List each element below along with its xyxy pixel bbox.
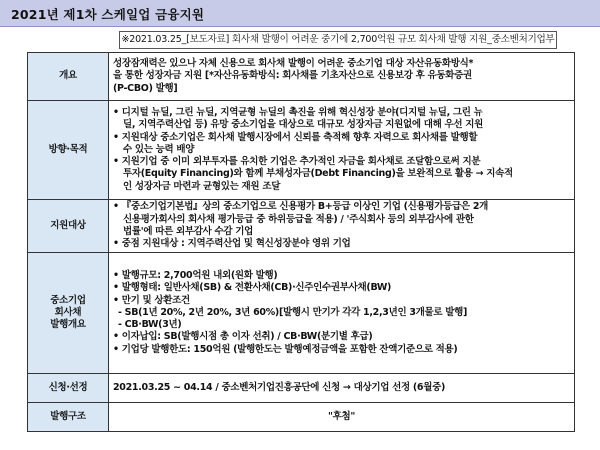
issue-line: • 발행규모: 2,700억원 내외(원화 발행) [113,269,278,281]
table-row-apply [28,374,575,403]
content-apply: 2021.03.25 ~ 04.14 / 중소벤처기업진흥공단에 신청 → 대상기업 선정 (6월중) [109,374,575,403]
overview-line: 을 통한 성장자금 지원 [*자산유동화방식: 회사채를 기초자산으로 신용보강 후 유동화증권 [113,70,472,82]
label-purpose: 방향·목적 [28,101,109,200]
issue-line: • 이자납입: SB(발행시점 총 이자 선취) / CB·BW(분기별 후급) [113,331,373,343]
label-target: 지원대상 [28,200,109,253]
label-overview: 개요 [28,53,109,101]
issue-line: • 기업당 발행한도: 150억원 (발행한도는 발행예정금액을 포함한 잔액기준으로 적용) [113,343,458,355]
overview-line: (P-CBO) 발행] [113,82,178,94]
issue-label-line: 회사채 [54,306,82,318]
target-line: 신용평가회사의 회사채 평가등급 중 하위등급을 적용) / '주식회사 등의 외부감사에 관한 [123,213,474,225]
table-row-structure [28,403,575,432]
issue-line: - SB(1년 20%, 2년 20%, 3년 60%)[발행시 만기가 각각 1,2,3년인 3개물로 발행] [118,306,468,318]
label-issue [28,253,109,374]
content-target [109,200,575,253]
purpose-line: • 지원대상 중소기업은 회사채 발행시장에서 신뢰를 축적해 향후 자력으로 회사채를 발행할 [113,131,478,143]
title-bar [0,0,600,27]
document-title: 2021년 제1차 스케일업 금융지원 [11,7,205,22]
purpose-line: 인 성장자금 마련과 균형있는 재원 조달 [123,180,281,192]
table-row-issue [28,253,575,374]
issue-label-text [32,295,104,332]
purpose-line: • 디지털 뉴딜, 그린 뉴딜, 지역균형 뉴딜의 촉진을 위해 혁신성장 분야(디지털 뉴딜, 그린 뉴 [113,106,483,118]
table-row-overview [28,53,575,101]
issue-label-line: 발행개요 [50,319,86,331]
issue-line: • 발행형태: 일반사채(SB) & 전환사채(CB)·신주인수권부사채(BW) [113,282,392,294]
purpose-line: 투자(Equity Financing)와 함께 부채성자금(Debt Financing)을 보완적으로 활용 → 지속적 [123,168,513,180]
info-table [27,52,575,432]
content-issue [109,253,575,374]
target-line: • 중점 지원대상 : 지역주력산업 및 혁신성장분야 영위 기업 [113,238,351,250]
table-row-target [28,200,575,253]
overview-line: 성장잠재력은 있으나 자체 신용으로 회사채 발행이 어려운 중소기업 대상 자산유동화방식* [113,58,474,70]
label-apply: 신청·선정 [28,374,109,403]
target-line: • 『중소기업기본법』상의 중소기업으로 신용평가 B+등급 이상인 기업 (신용평가등급은 2개 [113,201,489,213]
content-overview [109,53,575,101]
source-note: ※2021.03.25_[보도자료] 회사채 발행이 어려운 중기에 2,700억원 규모 회사채 발행 지원_중소벤처기업부 [119,31,557,49]
target-line: 법률'에 따른 외부감사 수감 기업 [123,226,254,237]
issue-label-line: 중소기업 [50,294,86,306]
content-structure: "후첨" [109,403,575,432]
purpose-line: • 지원기업 중 이미 외부투자를 유치한 기업은 추가적인 자금을 회사채로 조달함으로써 지분 [113,156,481,168]
table-row-purpose [28,101,575,200]
purpose-line: 딜, 지역주력산업 등) 유망 중소기업을 대상으로 대규모 성장자금 지원없에 대해 우선 지원 [123,119,484,131]
issue-line: • 만기 및 상환조건 [113,294,190,306]
issue-line: - CB·BW(3년) [118,319,182,331]
label-structure: 발행구조 [28,403,109,432]
purpose-line: 수 있는 능력 배양 [123,143,195,155]
content-purpose [109,101,575,200]
